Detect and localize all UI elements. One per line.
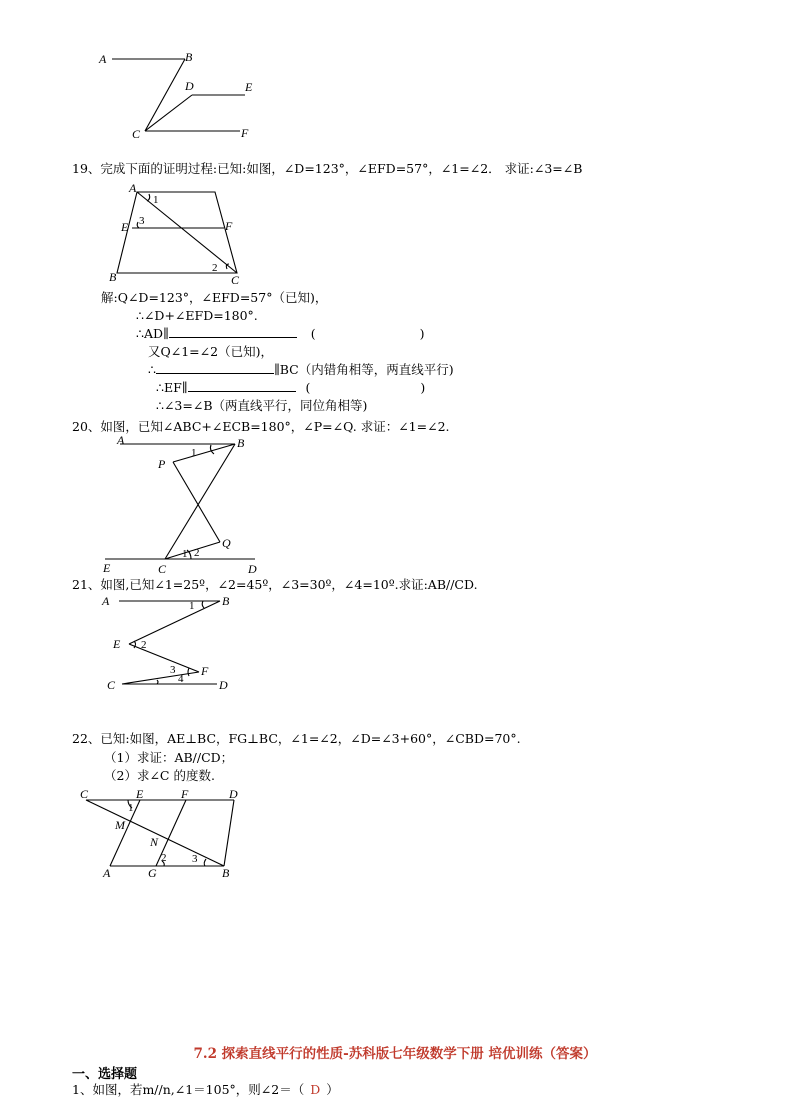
fig-label: F — [225, 219, 233, 233]
fig-label: Q — [222, 536, 231, 550]
fig-label: A — [99, 52, 107, 66]
fig-label: 2 — [194, 547, 200, 559]
reason-blank[interactable] — [310, 381, 420, 392]
fig-label: 1 — [182, 548, 188, 560]
q1-line — [72, 1082, 339, 1098]
fig-label: C — [158, 562, 167, 576]
q19-proof-text: ∥BC（内错角相等，两直线平行) — [273, 362, 454, 377]
paren-open: ( — [305, 380, 311, 395]
fig-label: 2 — [212, 262, 218, 274]
fig-label: B — [237, 436, 245, 450]
fig-label: 1 — [189, 600, 195, 612]
fig-label: C — [107, 678, 116, 692]
q19-proof-line-1: 解:Q∠D=123°，∠EFD=57°（已知)， — [101, 290, 328, 305]
fig-label: M — [115, 818, 125, 832]
answer-blank[interactable] — [188, 380, 296, 392]
q19-proof-text: ∴AD∥ — [136, 326, 169, 341]
fig-label: N — [150, 835, 159, 849]
figure-q21 — [97, 590, 247, 695]
fig-label: A — [103, 866, 111, 880]
fig-label: E — [113, 637, 121, 651]
q21-statement: 21、如图,已知∠1=25º，∠2=45º，∠3=30º，∠4=10º.求证:AB//CD. — [72, 577, 478, 592]
fig-label: E — [136, 787, 144, 801]
fig-label: G — [148, 866, 157, 880]
fig-label: 3 — [192, 853, 198, 865]
fig-label: A — [117, 433, 125, 447]
fig-label: D — [219, 678, 228, 692]
fig-label: F — [241, 126, 249, 140]
fig-label: 2 — [141, 639, 147, 651]
fig-label: 1 — [128, 802, 134, 814]
answer-blank[interactable] — [169, 326, 297, 338]
fig-label: B — [222, 594, 230, 608]
fig-label: D — [229, 787, 238, 801]
fig-label: F — [201, 664, 209, 678]
q22-statement: 22、已知:如图，AE⊥BC，FG⊥BC，∠1=∠2，∠D=∠3+60°，∠CBD=70°. — [72, 731, 521, 746]
fig-label: B — [222, 866, 230, 880]
fig-label: P — [158, 457, 166, 471]
section-heading: 一、选择题 — [72, 1067, 138, 1082]
q19-statement: 19、完成下面的证明过程:已知:如图，∠D=123°，∠EFD=57°，∠1=∠2． 求证:∠3=∠B — [72, 161, 583, 176]
figure-q18 — [95, 45, 275, 145]
fig-label: E — [103, 561, 111, 575]
q1-text: 1、如图，若m//n,∠1＝105°，则∠2＝（ — [72, 1082, 305, 1097]
paren-close: ) — [419, 326, 425, 341]
figure-q20 — [95, 432, 270, 577]
fig-label: 1 — [191, 447, 197, 459]
q19-proof-text: ∴EF∥ — [156, 380, 188, 395]
q22-sub1: （1）求证：AB//CD； — [104, 750, 234, 765]
fig-label: 1 — [153, 194, 159, 206]
fig-label: D — [248, 562, 257, 576]
fig-label: C — [132, 127, 141, 141]
answer-section-title: 7.2 探索直线平行的性质-苏科版七年级数学下册 培优训练（答案） — [193, 1046, 597, 1062]
fig-label: 4 — [178, 673, 184, 685]
q1-close: ） — [326, 1082, 339, 1097]
fig-label: E — [121, 220, 129, 234]
fig-label: 3 — [139, 215, 145, 227]
fig-label: B — [109, 270, 117, 284]
fig-label: B — [185, 50, 193, 64]
figure-q22 — [74, 786, 249, 881]
fig-label: 3 — [170, 664, 176, 676]
fig-label: F — [181, 787, 189, 801]
q19-proof-text: ∴ — [148, 362, 156, 377]
q19-proof-line-2: ∴∠D+∠EFD=180°. — [136, 308, 258, 323]
fig-label: C — [231, 273, 240, 287]
q19-proof-line-4: 又Q∠1=∠2（已知)， — [148, 344, 273, 359]
q19-proof-line-3 — [136, 326, 425, 342]
figure-q19 — [105, 180, 255, 285]
fig-label: A — [102, 594, 110, 608]
q1-answer: D — [310, 1082, 321, 1097]
q22-sub2: （2）求∠C 的度数. — [104, 768, 215, 783]
q20-statement: 20、如图，已知∠ABC+∠ECB=180°，∠P=∠Q. 求证：∠1=∠2. — [72, 419, 450, 434]
fig-label: 2 — [161, 852, 167, 864]
fig-label: C — [80, 787, 89, 801]
paren-close: ) — [420, 380, 426, 395]
q19-proof-line-5 — [148, 362, 454, 378]
fig-label: D — [185, 79, 194, 93]
q19-proof-line-6 — [156, 380, 425, 396]
answer-blank[interactable] — [156, 362, 274, 374]
q19-proof-line-7: ∴∠3=∠B（两直线平行，同位角相等) — [156, 398, 368, 413]
fig-label: E — [245, 80, 253, 94]
reason-blank[interactable] — [316, 327, 420, 338]
paren-open: ( — [310, 326, 316, 341]
fig-label: A — [129, 181, 137, 195]
